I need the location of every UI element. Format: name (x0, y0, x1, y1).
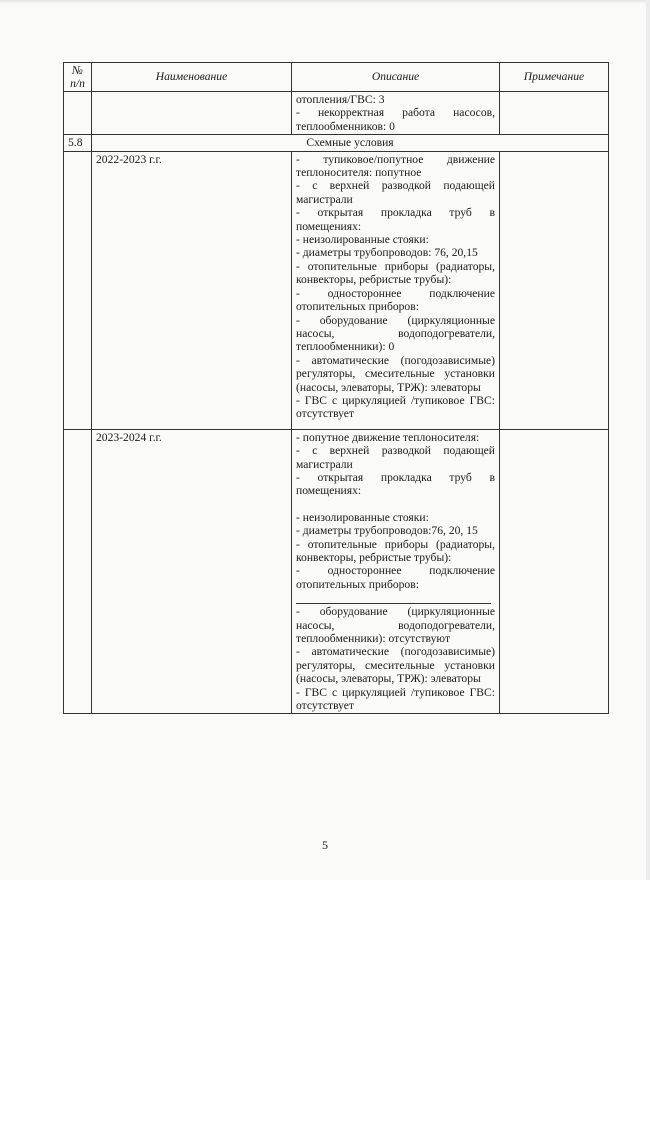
description-line: - диаметры трубопроводов:76, 20, 15 (296, 524, 478, 538)
header-number-symbol: № (72, 64, 83, 77)
table-row (64, 151, 609, 429)
description-line: - отопительные приборы (радиаторы, конвекторы, ребристые трубы): (296, 537, 495, 564)
description-line: - оборудование (циркуляционные насосы, водоподогреватели, теплообменники): отсутствуют (296, 605, 495, 646)
description-line: - отопительные приборы (радиаторы, конвекторы, ребристые трубы): (296, 259, 495, 287)
description-line: - автоматические (погодозависимые) регуляторы, смесительные установки (насосы, элеваторы, ТРЖ): элеваторы (296, 353, 495, 394)
description-line: - автоматические (погодозависимые) регуляторы, смесительные установки (насосы, элеваторы, ТРЖ): элеваторы (296, 645, 495, 686)
scan-right-edge (646, 0, 650, 880)
description-line: - одностороннее подключение отопительных приборов: (296, 564, 495, 591)
description-line: - открытая прокладка труб в помещениях: (296, 470, 495, 498)
header-number (64, 63, 92, 92)
continued-row (64, 92, 609, 135)
cell-description (292, 429, 500, 714)
description-line: - неизолированные стояки: (296, 510, 429, 524)
blank-underline (296, 591, 491, 604)
page-number: 5 (322, 838, 328, 852)
cell-note (500, 92, 609, 135)
cell-description (292, 92, 500, 135)
description-line: - открытая прокладка труб в помещениях: (296, 206, 495, 233)
description-line: - ГВС с циркуляцией /тупиковое ГВС: отсутствует (296, 685, 495, 713)
header-note: Примечание (500, 63, 609, 92)
cell-note (500, 429, 609, 714)
cell-number (64, 92, 92, 135)
cell-name: 2022-2023 г.г. (92, 151, 292, 429)
description-line: - некорректная работа насосов, теплообменников: 0 (296, 106, 495, 133)
description-line: - ГВС с циркуляцией /тупиковое ГВС: отсутствует (296, 393, 495, 421)
description-line: - одностороннее подключение отопительных приборов: (296, 286, 495, 314)
cell-number (64, 429, 92, 714)
table-header-row (64, 63, 609, 92)
cell-description (292, 151, 500, 429)
description-line: - с верхней разводкой подающей магистрали (296, 444, 495, 471)
description-line: - тупиковое/попутное движение теплоносителя: попутное (296, 152, 495, 180)
section-number: 5.8 (64, 135, 92, 151)
description-line: - с верхней разводкой подающей магистрали (296, 179, 495, 206)
cell-note (500, 151, 609, 429)
section-title: Схемные условия (92, 135, 609, 151)
cell-name (92, 92, 292, 135)
description-line: - неизолированные стояки: (296, 233, 429, 247)
blank-line (296, 498, 495, 511)
cell-name: 2023-2024 г.г. (92, 429, 292, 714)
document-table (63, 62, 609, 714)
description-line: - попутное движение теплоносителя: (296, 430, 480, 444)
scan-top-edge (0, 0, 650, 4)
description-line: отопления/ГВС: 3 (296, 93, 385, 106)
header-number-abbrev: п/п (70, 77, 85, 90)
table-row (64, 429, 609, 714)
header-name: Наименование (92, 63, 292, 92)
description-line: - оборудование (циркуляционные насосы, водоподогреватели, теплообменники): 0 (296, 313, 495, 354)
description-line: - диаметры трубопроводов: 76, 20,15 (296, 246, 478, 260)
header-description: Описание (292, 63, 500, 92)
cell-number (64, 151, 92, 429)
section-row (64, 135, 609, 151)
